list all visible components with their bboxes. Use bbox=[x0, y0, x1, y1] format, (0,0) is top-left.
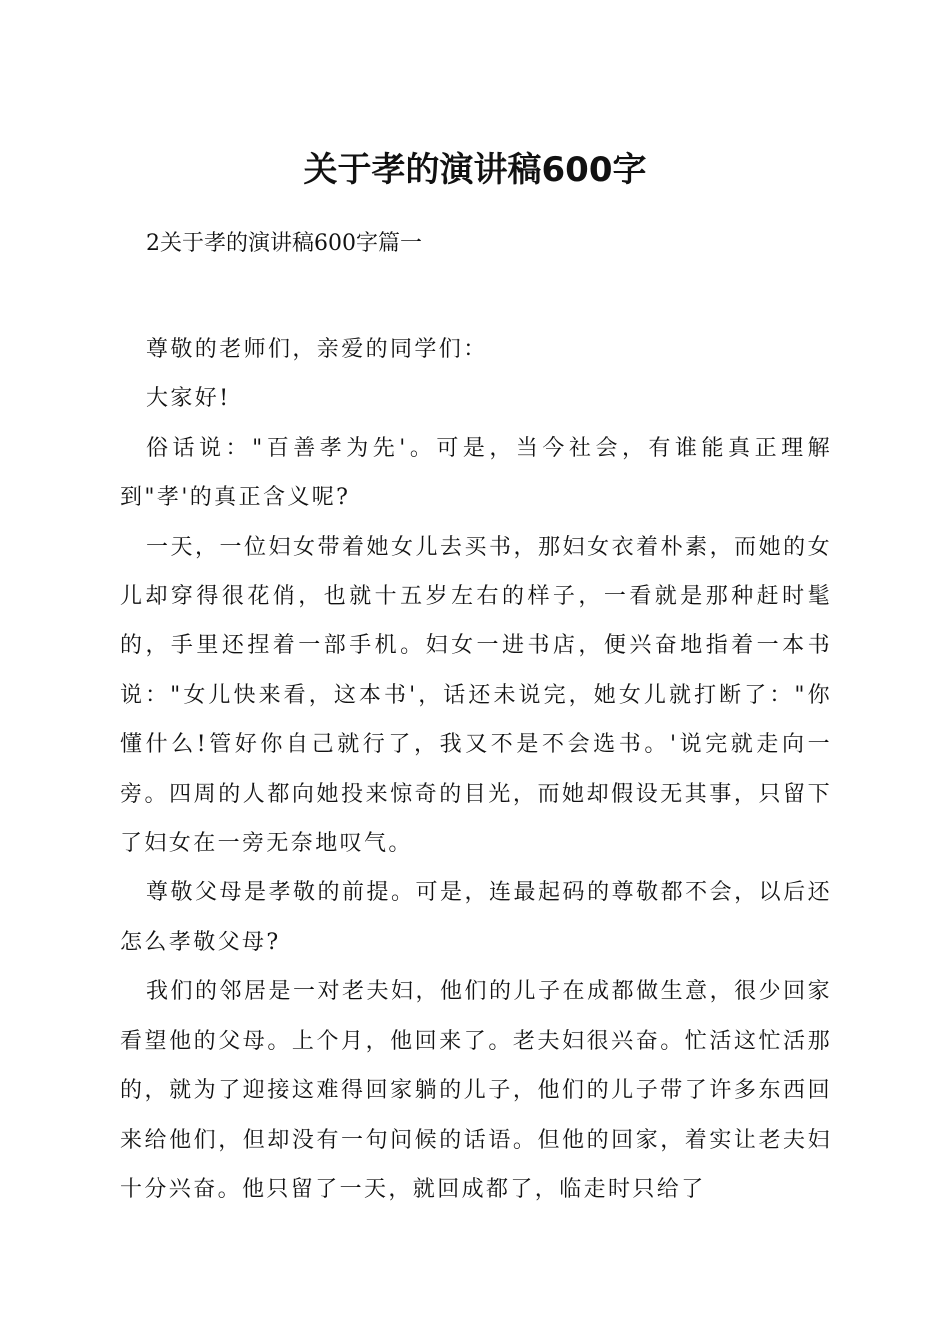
paragraph-greeting: 尊敬的老师们，亲爱的同学们： bbox=[146, 337, 488, 362]
document-subtitle: 2关于孝的演讲稿600字篇一 bbox=[146, 231, 422, 256]
paragraph-neighbor-story: 我们的邻居是一对老夫妇，他们的儿子在成都做生意，很少回家看望他的父母。上个月，他回来了。老夫妇很兴奋。忙活这忙活那的，就为了迎接这难得回家躺的儿子，他们的儿子带了许多东西回来给他们，但却没有一句问候的话语。但他的回家，着实让老夫妇十分兴奋。他只留了一天，就回成都了，临走时只给了 bbox=[120, 979, 832, 1202]
paragraph-hello: 大家好! bbox=[146, 386, 231, 412]
paragraph-proverb: 俗话说："百善孝为先'。可是，当今社会，有谁能真正理解到"孝'的真正含义呢? bbox=[120, 435, 832, 511]
document-body bbox=[120, 325, 832, 1214]
paragraph-bookstore-story: 一天，一位妇女带着她女儿去买书，那妇女衣着朴素，而她的女儿却穿得很花俏，也就十五岁左右的样子，一看就是那种赶时髦的，手里还捏着一部手机。妇女一进书店，便兴奋地指着一本书说："女儿快来看，这本书'，话还未说完，她女儿就打断了："你懂什么!管好你自己就行了，我又不是不会选书。'说完就走向一旁。四周的人都向她投来惊奇的目光，而她却假设无其事，只留下了妇女在一旁无奈地叹气。 bbox=[120, 534, 832, 857]
document-title: 关于孝的演讲稿600字 bbox=[303, 150, 647, 190]
paragraph-respect: 尊敬父母是孝敬的前提。可是，连最起码的尊敬都不会，以后还怎么孝敬父母? bbox=[120, 880, 832, 955]
